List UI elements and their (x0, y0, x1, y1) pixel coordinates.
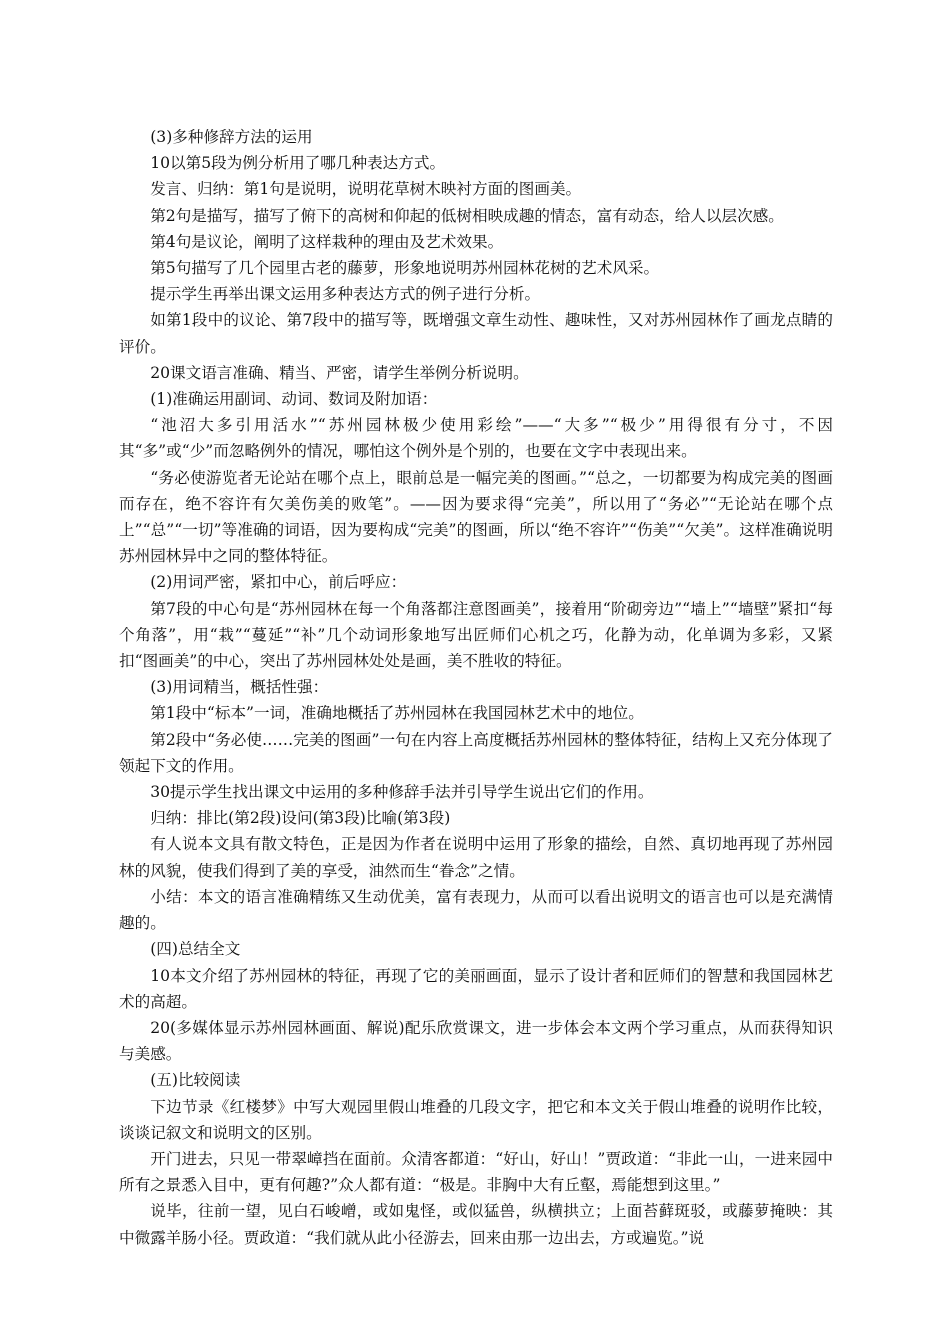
paragraph: 提示学生再举出课文运用多种表达方式的例子进行分析。 (150, 285, 541, 304)
paragraph: “池沼大多引用活水”“苏州园林极少使用彩绘”——“大多”“极少”用得很有分寸，不因其“多”或“少”而忽略例外的情况，哪怕这个例外是个别的，也要在文字中表现出来。 (119, 416, 833, 461)
paragraph: “务必使游览者无论站在哪个点上，眼前总是一幅完美的图画。”“总之，一切都要为构成完美的图画而存在，绝不容许有欠美伤美的败笔”。——因为要求得“完美”，所以用了“务必”“无论站在哪个点上”“总”“一切”等准确的词语，因为要构成“完美”的图画，所以“绝不容许”“伤美”“欠美”。这样准确说明苏州园林异中之同的整体特征。 (119, 468, 833, 566)
paragraph: 小结：本文的语言准确精练又生动优美，富有表现力，从而可以看出说明文的语言也可以是充满情趣的。 (119, 887, 833, 933)
paragraph: 发言、归纳：第1句是说明，说明花草树木映衬方面的图画美。 (150, 180, 582, 199)
paragraph: 第1段中“标本”一词，准确地概括了苏州园林在我国园林艺术中的地位。 (150, 704, 644, 723)
question-2: 20课文语言准确、精当、严密，请学生举例分析说明。 (150, 363, 529, 382)
paragraph: 说毕，往前一望，见白石峻嶒，或如鬼怪，或似猛兽，纵横拱立；上面苔藓斑驳，或藤萝掩映：其中微露羊肠小径。贾政道：“我们就从此小径游去，回来由那一边出去，方或遍览。”说 (119, 1202, 833, 1247)
subheading: (1)准确运用副词、动词、数词及附加语： (150, 390, 438, 409)
paragraph: 第7段的中心句是“苏州园林在每一个角落都注意图画美”，接着用“阶砌旁边”“墙上”“墙壁”紧扣“每个角落”，用“栽”“蔓延”“补”几个动词形象地写出匠师们心机之巧，化静为动，化单调为多彩，又紧扣“图画美”的中心，突出了苏州园林处处是画，美不胜收的特征。 (119, 599, 833, 671)
paragraph: 第2句是描写，描写了俯下的高树和仰起的低树相映成趣的情态，富有动态，给人以层次感。 (150, 206, 784, 225)
paragraph: 20(多媒体显示苏州园林画面、解说)配乐欣赏课文，进一步体会本文两个学习重点，从而获得知识与美感。 (119, 1018, 833, 1064)
paragraph: 如第1段中的议论、第7段中的描写等，既增强文章生动性、趣味性，又对苏州园林作了画龙点睛的评价。 (119, 311, 833, 356)
paragraph: 归纳：排比(第2段)设问(第3段)比喻(第3段) (150, 809, 451, 828)
section-heading-rhetoric: (3)多种修辞方法的运用 (150, 128, 313, 146)
section-heading-comparison: (五)比较阅读 (150, 1071, 241, 1090)
paragraph: 开门进去，只见一带翠嶂挡在面前。众清客都道：“好山，好山！”贾政道：“非此一山，一进来园中所有之景悉入目中，更有何趣?”众人都有道：“极是。非胸中大有丘壑，焉能想到这里。” (119, 1149, 833, 1195)
question-1: 10以第5段为例分析用了哪几种表达方式。 (150, 154, 446, 173)
subheading: (3)用词精当，概括性强： (150, 678, 329, 697)
paragraph: 第5句描写了几个园里古老的藤萝，形象地说明苏州园林花树的艺术风采。 (150, 259, 660, 278)
document-body (119, 124, 833, 1251)
paragraph: 下边节录《红楼梦》中写大观园里假山堆叠的几段文字，把它和本文关于假山堆叠的说明作比较，谈谈记叙文和说明文的区别。 (119, 1097, 833, 1142)
paragraph: 有人说本文具有散文特色，正是因为作者在说明中运用了形象的描绘，自然、真切地再现了苏州园林的风貌，使我们得到了美的享受，油然而生“眷念”之情。 (119, 835, 833, 880)
paragraph: 10本文介绍了苏州园林的特征，再现了它的美丽画面，显示了设计者和匠师们的智慧和我国园林艺术的高超。 (119, 966, 833, 1011)
section-heading-summary: (四)总结全文 (150, 940, 241, 959)
question-3: 30提示学生找出课文中运用的多种修辞手法并引导学生说出它们的作用。 (150, 783, 654, 802)
subheading: (2)用词严密，紧扣中心，前后呼应： (150, 573, 407, 592)
paragraph: 第4句是议论，阐明了这样栽种的理由及艺术效果。 (150, 232, 504, 251)
paragraph: 第2段中“务必使……完美的图画”一句在内容上高度概括苏州园林的整体特征，结构上又充分体现了领起下文的作用。 (119, 730, 833, 775)
